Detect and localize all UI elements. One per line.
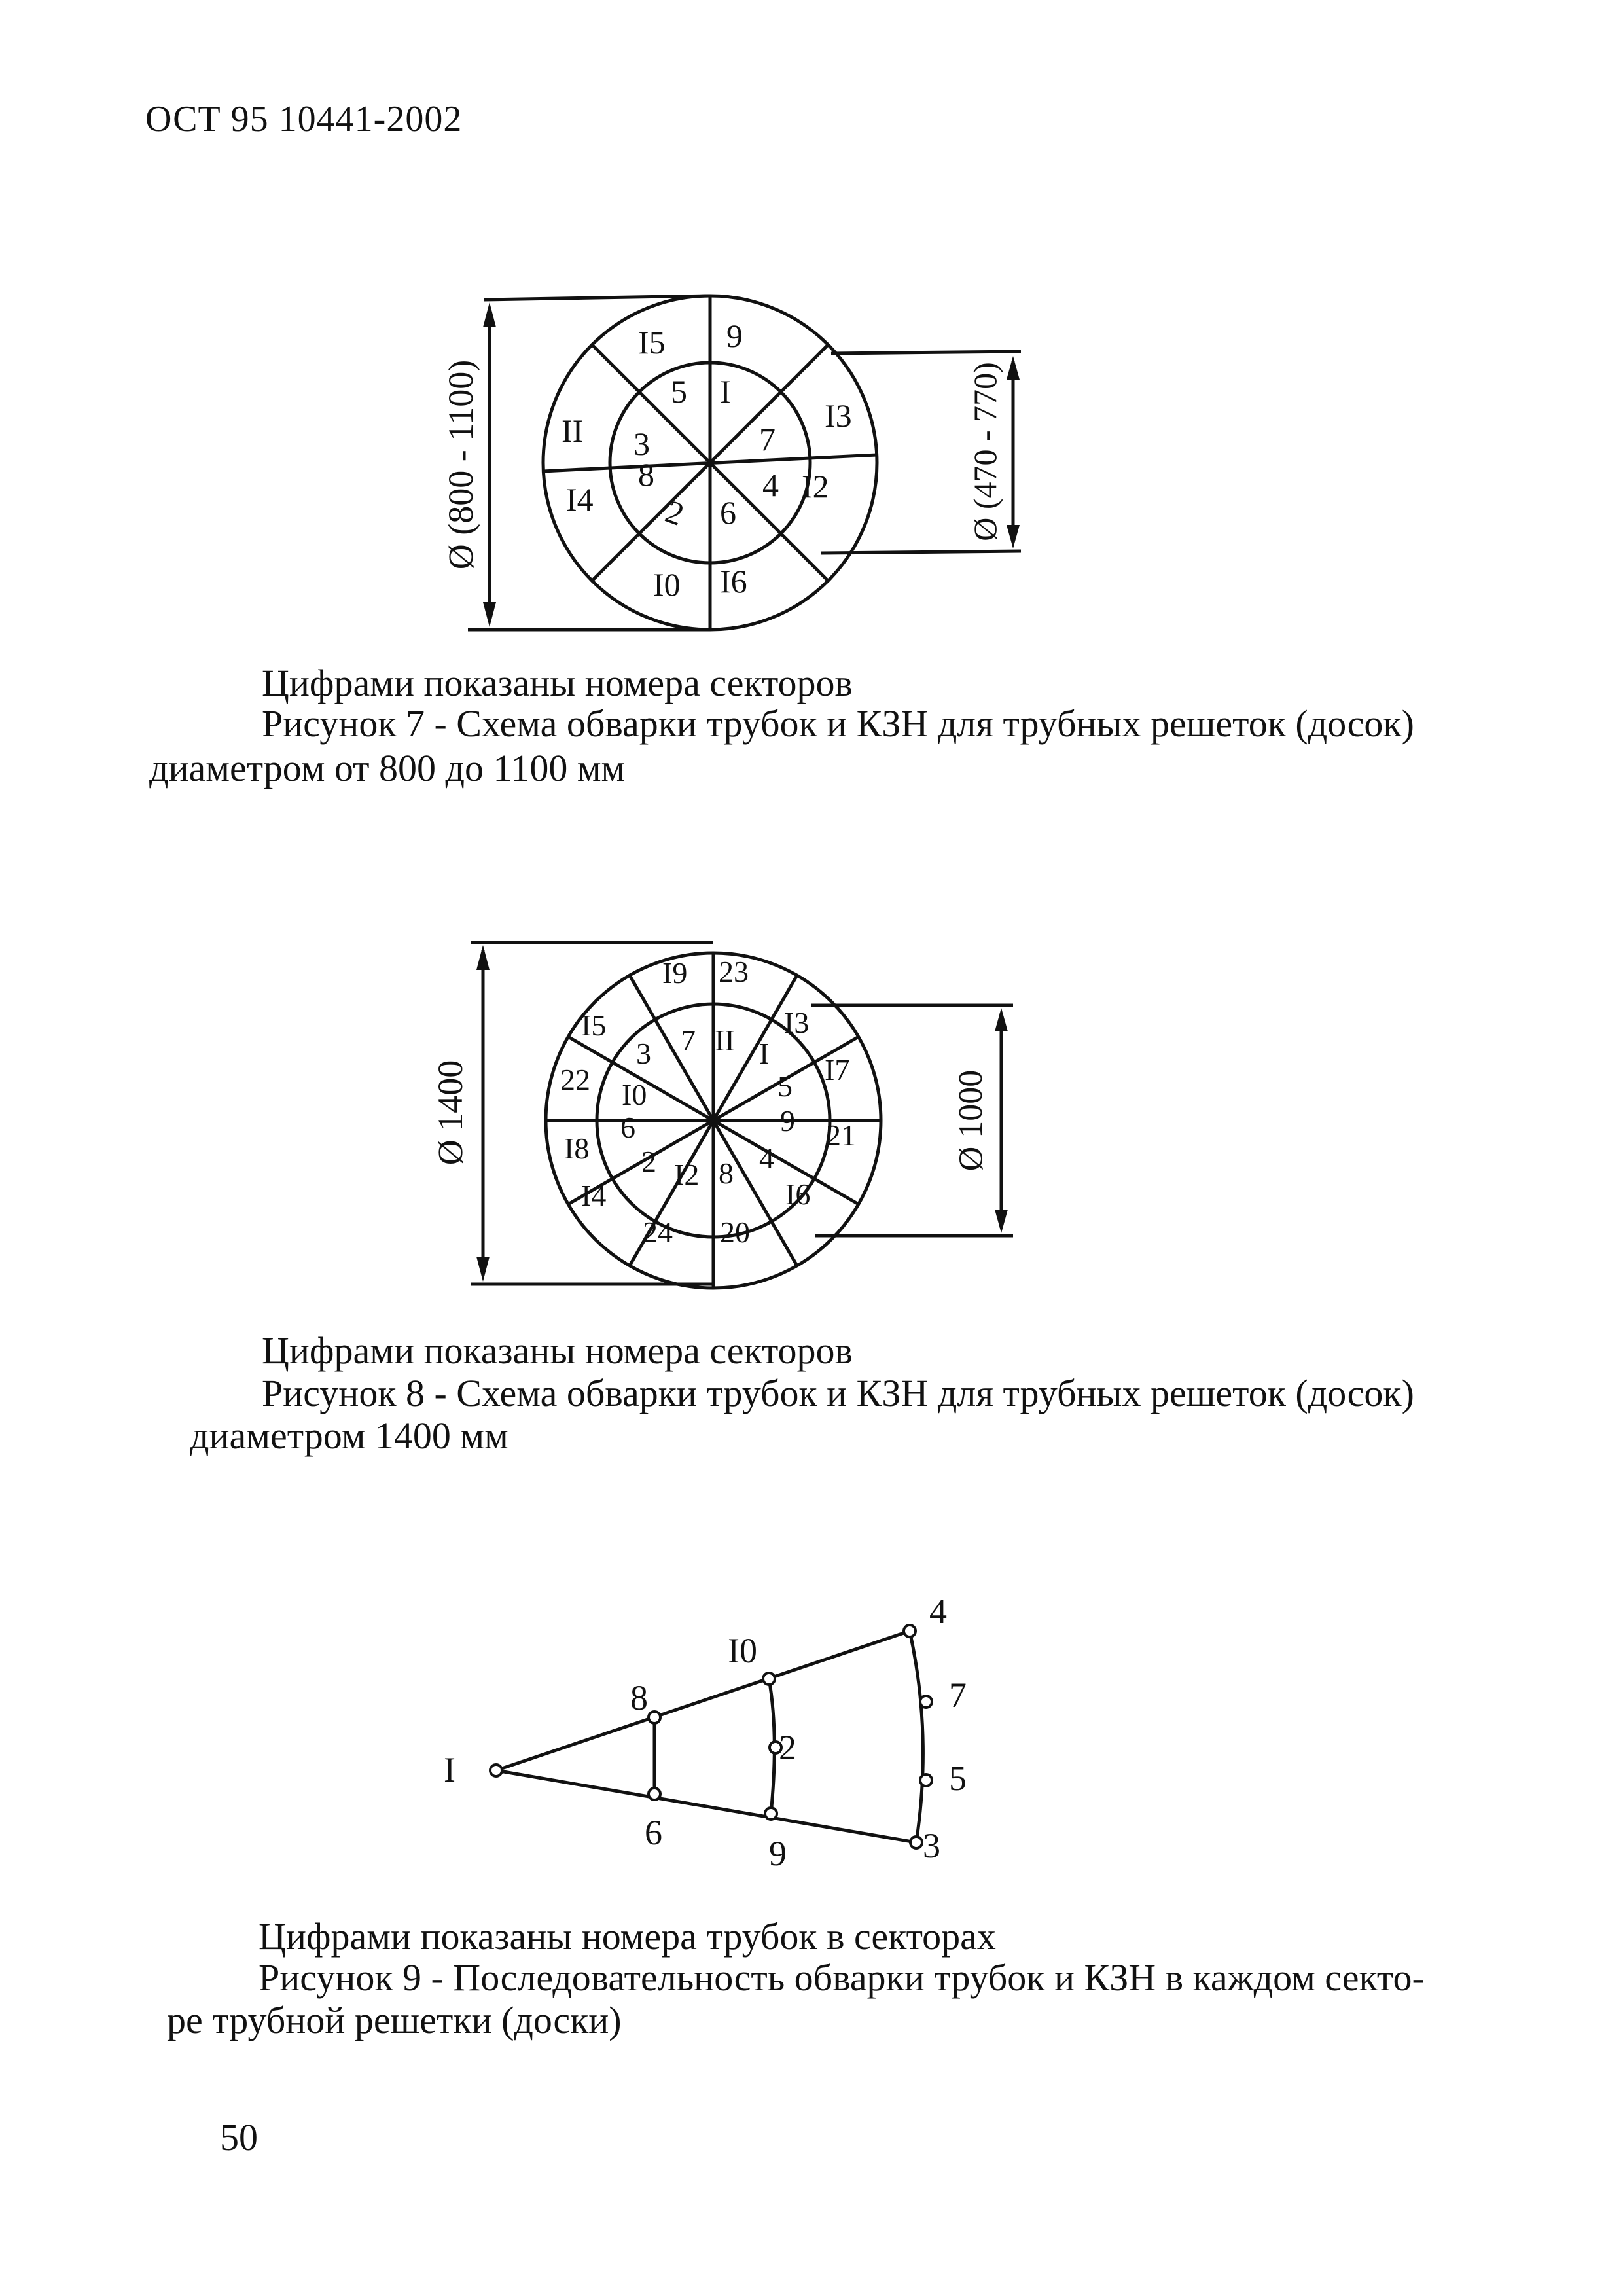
tube-node <box>920 1774 932 1786</box>
fig7-sector-label: 3 <box>633 425 650 462</box>
figure-9-caption-continued: ре трубной решетки (доски) <box>167 1999 622 2041</box>
fig8-sector-label: I <box>759 1037 770 1070</box>
tube-node <box>910 1837 922 1848</box>
figure-7-caption-continued: диаметром от 800 до 1100 мм <box>149 747 626 789</box>
figure-8-note: Цифрами показаны номера секторов <box>262 1329 853 1372</box>
tube-label: 7 <box>949 1676 967 1715</box>
tube-label: 2 <box>779 1728 796 1767</box>
fig7-sector-label: 7 <box>759 421 776 457</box>
fig8-sector-label: 8 <box>719 1157 734 1190</box>
fig7-outer-dimension-label: Ø (800 - 1100) <box>441 359 480 570</box>
fig8-sector-label: 20 <box>720 1215 750 1249</box>
tube-label: I0 <box>728 1631 757 1670</box>
tube-label: 9 <box>769 1834 787 1873</box>
fig7-sector-label: 5 <box>671 373 687 410</box>
fig8-sector-label: I0 <box>622 1078 647 1111</box>
tube-node <box>649 1712 660 1723</box>
fig8-inner-dimension-label: Ø 1000 <box>952 1069 990 1172</box>
fig8-sector-label: 9 <box>780 1104 795 1138</box>
fig7-sector-label: I6 <box>720 563 747 600</box>
fig8-outer-dimension-label: Ø 1400 <box>431 1060 470 1166</box>
fig8-sector-label: 21 <box>826 1119 856 1152</box>
fig8-sector-label: I9 <box>662 956 688 990</box>
fig7-sector-label: 8 <box>638 456 654 493</box>
fig8-sector-label: 7 <box>681 1024 696 1057</box>
fig7-sector-label: 9 <box>726 317 743 354</box>
fig7-sector-label: I2 <box>802 468 829 505</box>
fig8-sector-label: I7 <box>825 1053 850 1086</box>
fig7-sector-label: 4 <box>762 467 779 503</box>
figure-8-caption-continued: диаметром 1400 мм <box>190 1414 508 1457</box>
fig7-sector-label: I4 <box>566 481 594 518</box>
fig7-sector-label: I <box>720 373 731 410</box>
fig7-sector-label: 2 <box>660 492 689 533</box>
fig8-sector-label: I2 <box>674 1158 700 1191</box>
fig8-sector-label: II <box>715 1024 735 1057</box>
tube-node <box>649 1788 660 1800</box>
fig8-sector-label: 23 <box>719 955 749 988</box>
fig8-sector-label: 24 <box>643 1215 673 1249</box>
fig8-sector-label: 3 <box>636 1037 651 1070</box>
fig7-sector-label: 6 <box>720 494 736 531</box>
fig7-sector-label: I0 <box>653 566 681 603</box>
document-code: ОСТ 95 10441-2002 <box>145 99 463 139</box>
tube-label: 4 <box>929 1592 947 1631</box>
tube-node <box>904 1625 916 1637</box>
tube-label: 6 <box>645 1813 662 1852</box>
fig8-sector-label: 6 <box>620 1111 635 1144</box>
tube-label: 8 <box>630 1678 648 1717</box>
page-number: 50 <box>220 2116 258 2159</box>
tube-label: 3 <box>923 1826 940 1865</box>
figure-9-caption: Рисунок 9 - Последовательность обварки трубок и КЗН в каждом секто- <box>259 1956 1425 1999</box>
tube-label: 5 <box>949 1759 967 1798</box>
figure-7-note: Цифрами показаны номера секторов <box>262 662 853 704</box>
fig7-sector-label: I5 <box>638 324 666 361</box>
fig8-sector-label: I5 <box>581 1009 607 1042</box>
tube-node <box>763 1673 775 1685</box>
fig8-sector-label: I6 <box>785 1177 811 1211</box>
fig8-sector-label: I4 <box>581 1179 607 1212</box>
fig8-sector-label: 4 <box>759 1141 774 1175</box>
fig8-sector-label: I8 <box>564 1132 590 1165</box>
tube-label: I <box>444 1750 455 1789</box>
fig7-inner-dimension-label: Ø (470 - 770) <box>967 362 1003 541</box>
fig7-sector-label: I3 <box>825 397 852 434</box>
fig8-sector-label: I3 <box>784 1006 810 1039</box>
tube-node <box>920 1696 932 1708</box>
tube-node <box>765 1808 777 1820</box>
fig7-sector-label: II <box>562 412 584 449</box>
tube-node <box>490 1765 502 1776</box>
figure-7-caption: Рисунок 7 - Схема обварки трубок и КЗН для трубных решеток (досок) <box>262 702 1414 745</box>
fig8-sector-label: 22 <box>560 1063 590 1096</box>
figure-9-note: Цифрами показаны номера трубок в секторах <box>259 1915 996 1958</box>
fig8-sector-label: 5 <box>777 1069 793 1103</box>
fig8-sector-label: 2 <box>641 1145 656 1178</box>
figure-8-caption: Рисунок 8 - Схема обварки трубок и КЗН для трубных решеток (досок) <box>262 1372 1414 1414</box>
